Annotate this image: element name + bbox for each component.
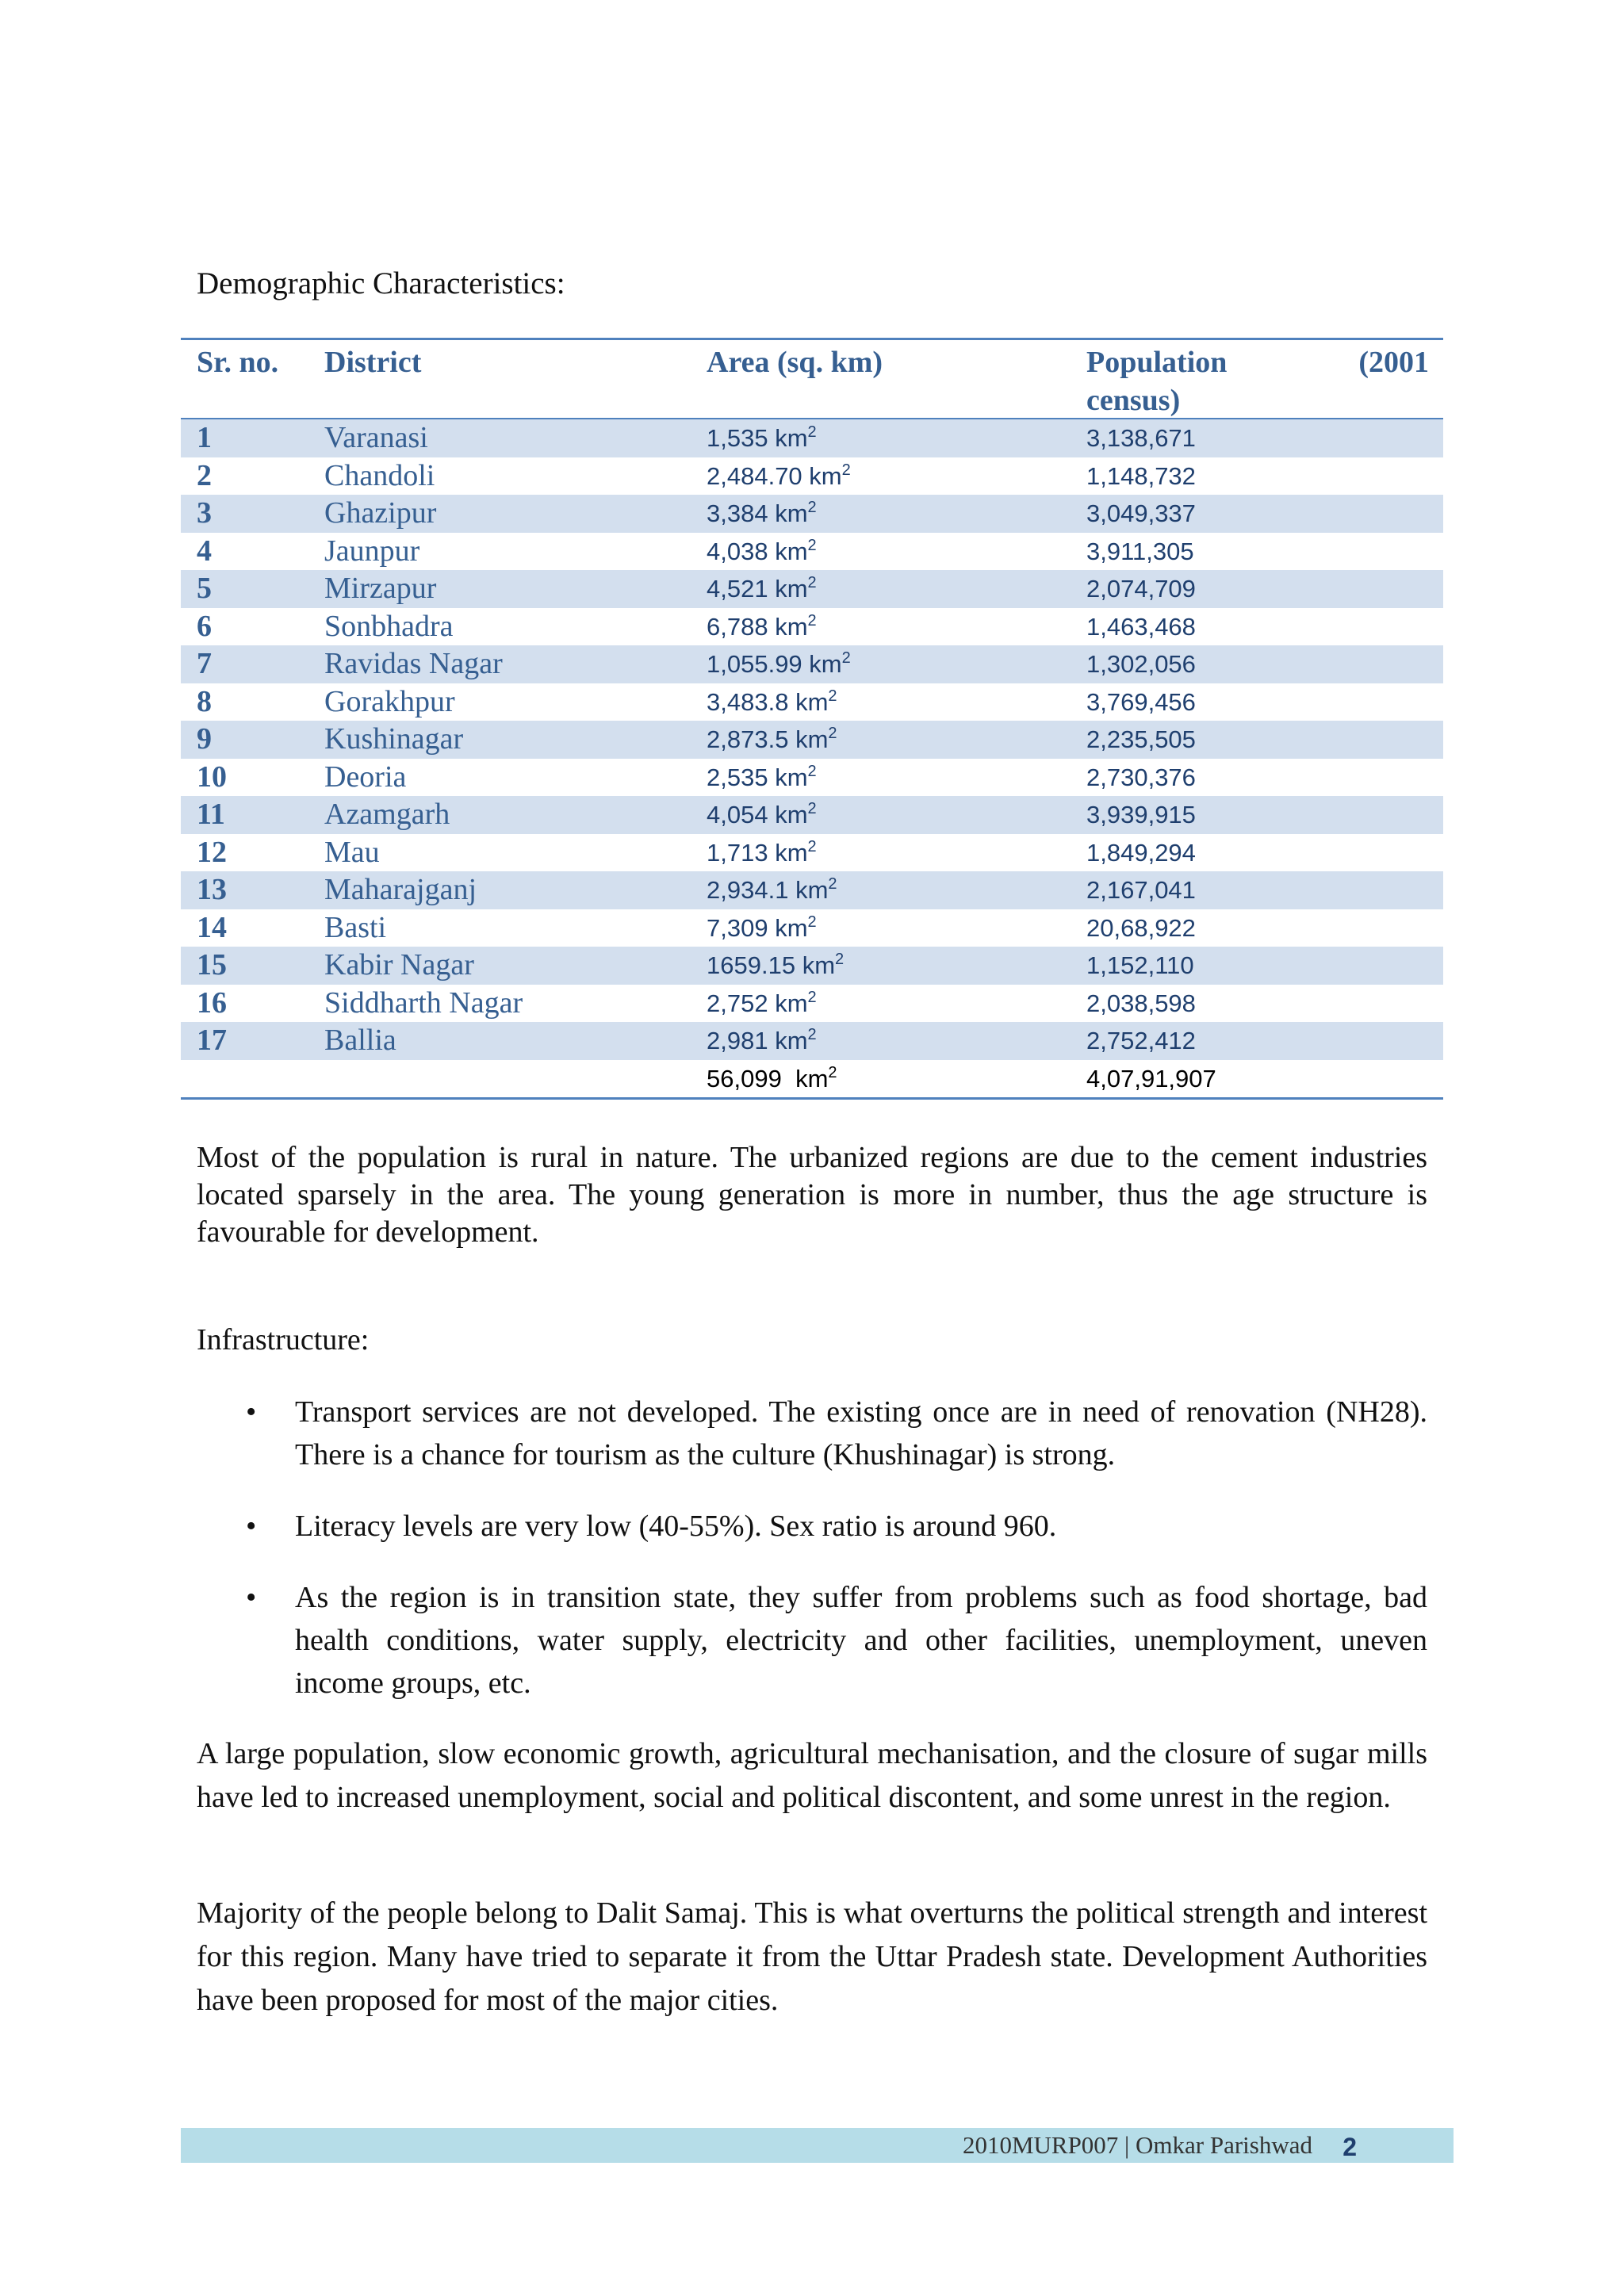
cell-area-value: 2,981	[707, 1027, 768, 1054]
cell-district: Mirzapur	[324, 572, 437, 605]
table-row	[181, 834, 1443, 872]
cell-area-value: 2,535	[707, 763, 768, 791]
table-row	[181, 419, 1443, 457]
header-area: Area (sq. km)	[707, 346, 883, 379]
table-body	[181, 419, 1443, 1060]
section-heading-demographics: Demographic Characteristics:	[197, 266, 565, 300]
cell-area-value: 1,535	[707, 424, 768, 452]
total-area-unit: km	[795, 1064, 829, 1093]
total-area-value: 56,099	[707, 1064, 782, 1093]
table-total-row	[181, 1060, 1443, 1098]
cell-area-unit-sup: 2	[828, 875, 837, 893]
cell-area-unit-sup: 2	[807, 1026, 817, 1043]
cell-area-unit-sup: 2	[807, 913, 817, 931]
cell-area-unit: km	[795, 687, 829, 716]
cell-population: 1,463,468	[1086, 612, 1196, 641]
cell-area-value: 1659.15	[707, 951, 796, 979]
demographic-table	[181, 338, 1443, 1100]
cell-area-value: 6,788	[707, 612, 768, 641]
cell-area-unit-sup: 2	[807, 837, 817, 855]
cell-population: 2,752,412	[1086, 1027, 1196, 1054]
cell-area	[707, 796, 817, 834]
cell-area-unit: km	[809, 650, 842, 678]
cell-area-unit: km	[775, 801, 808, 828]
table-row	[181, 759, 1443, 797]
bullet-text: Literacy levels are very low (40-55%). Sex ratio is around 960.	[295, 1510, 1057, 1543]
cell-population: 3,911,305	[1086, 537, 1194, 565]
table-row	[181, 457, 1443, 496]
page-number: 2	[1342, 2133, 1357, 2161]
header-district: District	[324, 346, 422, 379]
cell-area	[707, 759, 817, 797]
paragraph-politics: Majority of the people belong to Dalit Samaj. This is what overturns the political strength and interest for this region. Many have tried to separate it from the Uttar Pradesh state. Development Authorities have been proposed for most of the major cities.	[197, 1896, 1427, 2017]
cell-sr-no: 8	[197, 684, 212, 718]
list-item	[197, 1505, 1427, 1548]
table-row	[181, 947, 1443, 985]
table-bottom-rule	[181, 1097, 1443, 1100]
total-area-unit-sup: 2	[828, 1063, 837, 1081]
total-area	[707, 1060, 837, 1098]
infrastructure-bullet-list	[197, 1391, 1427, 1733]
cell-sr-no: 11	[197, 798, 225, 831]
cell-area-unit: km	[775, 1027, 808, 1054]
cell-district: Ghazipur	[324, 496, 437, 530]
cell-area	[707, 871, 837, 909]
cell-area	[707, 947, 844, 985]
table-row	[181, 721, 1443, 759]
cell-area-value: 4,054	[707, 801, 768, 828]
section-heading-infrastructure: Infrastructure:	[197, 1323, 370, 1357]
cell-district: Azamgarh	[324, 798, 450, 831]
cell-area-unit-sup: 2	[807, 762, 817, 780]
cell-area-unit-sup: 2	[807, 536, 817, 554]
cell-area	[707, 570, 817, 608]
cell-area-unit: km	[775, 763, 808, 791]
bullet-icon: •	[246, 1395, 257, 1429]
cell-population: 1,152,110	[1086, 951, 1194, 979]
bullet-icon: •	[246, 1581, 257, 1614]
cell-area	[707, 608, 817, 646]
cell-population: 20,68,922	[1086, 913, 1196, 942]
cell-area	[707, 985, 817, 1023]
cell-area-value: 3,384	[707, 499, 768, 527]
cell-sr-no: 9	[197, 722, 212, 756]
cell-sr-no: 12	[197, 835, 227, 869]
cell-sr-no: 17	[197, 1024, 227, 1057]
cell-district: Ballia	[324, 1024, 396, 1057]
cell-population: 3,939,915	[1086, 801, 1196, 828]
header-population-year: (2001	[1358, 346, 1429, 379]
cell-area	[707, 909, 817, 947]
paragraph-unemployment: A large population, slow economic growth, agricultural mechanisation, and the closure of sugar mills have led to increased unemployment, social and political discontent, and some unrest in the region.	[197, 1737, 1427, 1814]
cell-area-value: 3,483.8	[707, 687, 789, 716]
bullet-icon: •	[246, 1510, 257, 1543]
cell-area-value: 2,873.5	[707, 725, 789, 753]
cell-area	[707, 495, 817, 533]
cell-area-unit: km	[802, 951, 836, 979]
cell-area-value: 2,484.70	[707, 461, 802, 490]
cell-population: 3,049,337	[1086, 499, 1196, 527]
cell-area-unit: km	[809, 461, 842, 490]
cell-area-unit-sup: 2	[807, 574, 817, 591]
cell-area	[707, 721, 837, 759]
cell-district: Siddharth Nagar	[324, 985, 523, 1020]
table-row	[181, 570, 1443, 608]
cell-district: Sonbhadra	[324, 609, 454, 643]
cell-sr-no: 2	[197, 458, 212, 492]
list-item	[197, 1576, 1427, 1705]
cell-sr-no: 6	[197, 609, 212, 643]
cell-district: Ravidas Nagar	[324, 647, 503, 680]
cell-sr-no: 4	[197, 534, 212, 568]
cell-area	[707, 683, 837, 721]
cell-population: 2,074,709	[1086, 575, 1196, 603]
header-population-census: census)	[1086, 384, 1181, 417]
cell-population: 2,167,041	[1086, 876, 1196, 904]
cell-area-value: 2,934.1	[707, 876, 789, 904]
cell-sr-no: 7	[197, 647, 212, 680]
footer-text: 2010MURP007 | Omkar Parishwad	[962, 2131, 1312, 2159]
cell-area	[707, 645, 851, 683]
table-row	[181, 495, 1443, 533]
cell-sr-no: 3	[197, 496, 212, 530]
cell-population: 2,038,598	[1086, 989, 1196, 1017]
cell-sr-no: 14	[197, 910, 227, 944]
cell-area-unit: km	[795, 725, 829, 753]
cell-area-unit: km	[775, 499, 808, 527]
cell-area-unit: km	[775, 989, 808, 1017]
cell-area-unit: km	[775, 424, 808, 452]
cell-population: 1,849,294	[1086, 838, 1196, 867]
cell-sr-no: 1	[197, 421, 212, 454]
header-population-word: Population	[1086, 346, 1228, 379]
cell-area-unit: km	[775, 838, 808, 867]
table-row	[181, 796, 1443, 834]
table-row	[181, 533, 1443, 571]
cell-district: Gorakhpur	[324, 684, 455, 718]
cell-district: Kushinagar	[324, 722, 464, 756]
cell-population: 1,148,732	[1086, 461, 1196, 490]
cell-district: Deoria	[324, 760, 407, 794]
cell-sr-no: 10	[197, 760, 227, 794]
cell-sr-no: 5	[197, 572, 212, 605]
cell-area	[707, 834, 817, 872]
cell-population: 3,769,456	[1086, 687, 1196, 716]
cell-area-value: 2,752	[707, 989, 768, 1017]
table-header	[181, 340, 1443, 418]
cell-district: Kabir Nagar	[324, 948, 474, 982]
cell-area	[707, 419, 817, 457]
cell-area-value: 7,309	[707, 913, 768, 942]
cell-district: Jaunpur	[324, 534, 420, 568]
table-row	[181, 1022, 1443, 1060]
list-item	[197, 1391, 1427, 1476]
cell-sr-no: 13	[197, 873, 227, 906]
cell-area-value: 1,055.99	[707, 650, 802, 678]
total-population: 4,07,91,907	[1086, 1064, 1216, 1093]
header-sr-no: Sr. no.	[197, 346, 279, 379]
cell-area-unit-sup: 2	[835, 951, 845, 968]
cell-area-value: 1,713	[707, 838, 768, 867]
cell-area-unit: km	[775, 537, 808, 565]
cell-area	[707, 1022, 817, 1060]
cell-district: Varanasi	[324, 421, 428, 454]
cell-population: 1,302,056	[1086, 650, 1196, 678]
cell-area-unit: km	[775, 913, 808, 942]
cell-area-unit-sup: 2	[828, 687, 837, 705]
cell-area-unit-sup: 2	[807, 611, 817, 629]
cell-area-unit: km	[775, 612, 808, 641]
cell-area-unit: km	[795, 876, 829, 904]
cell-area-unit-sup: 2	[828, 725, 837, 742]
cell-population: 3,138,671	[1086, 424, 1196, 452]
table-row	[181, 683, 1443, 721]
page-footer	[181, 2128, 1454, 2163]
cell-district: Maharajganj	[324, 873, 477, 906]
cell-area-unit: km	[775, 575, 808, 603]
table-row	[181, 985, 1443, 1023]
bullet-text: As the region is in transition state, they suffer from problems such as food shortage, bad health conditions, water supply, electricity and other facilities, unemployment, uneven income groups, etc.	[295, 1581, 1427, 1700]
cell-district: Basti	[324, 910, 387, 944]
table-row	[181, 608, 1443, 646]
cell-area-unit-sup: 2	[807, 499, 817, 516]
cell-population: 2,235,505	[1086, 725, 1196, 753]
table-row	[181, 871, 1443, 909]
cell-sr-no: 15	[197, 948, 227, 982]
cell-area-unit-sup: 2	[807, 988, 817, 1006]
cell-district: Mau	[324, 835, 380, 869]
cell-area	[707, 533, 817, 571]
cell-area	[707, 457, 851, 496]
cell-sr-no: 16	[197, 985, 227, 1020]
table-row	[181, 645, 1443, 683]
bullet-text: Transport services are not developed. The existing once are in need of renovation (NH28). There is a chance for tourism as the culture (Khushinagar) is strong.	[295, 1395, 1427, 1471]
cell-district: Chandoli	[324, 458, 435, 492]
cell-area-value: 4,038	[707, 537, 768, 565]
cell-area-unit-sup: 2	[841, 461, 851, 479]
paragraph-population: Most of the population is rural in nature. The urbanized regions are due to the cement industries located sparsely in the area. The young generation is more in number, thus the age structure is favourable for development.	[197, 1141, 1427, 1249]
cell-area-value: 4,521	[707, 575, 768, 603]
cell-area-unit-sup: 2	[807, 800, 817, 817]
cell-population: 2,730,376	[1086, 763, 1196, 791]
table-row	[181, 909, 1443, 947]
cell-area-unit-sup: 2	[841, 649, 851, 667]
cell-area-unit-sup: 2	[807, 423, 817, 441]
